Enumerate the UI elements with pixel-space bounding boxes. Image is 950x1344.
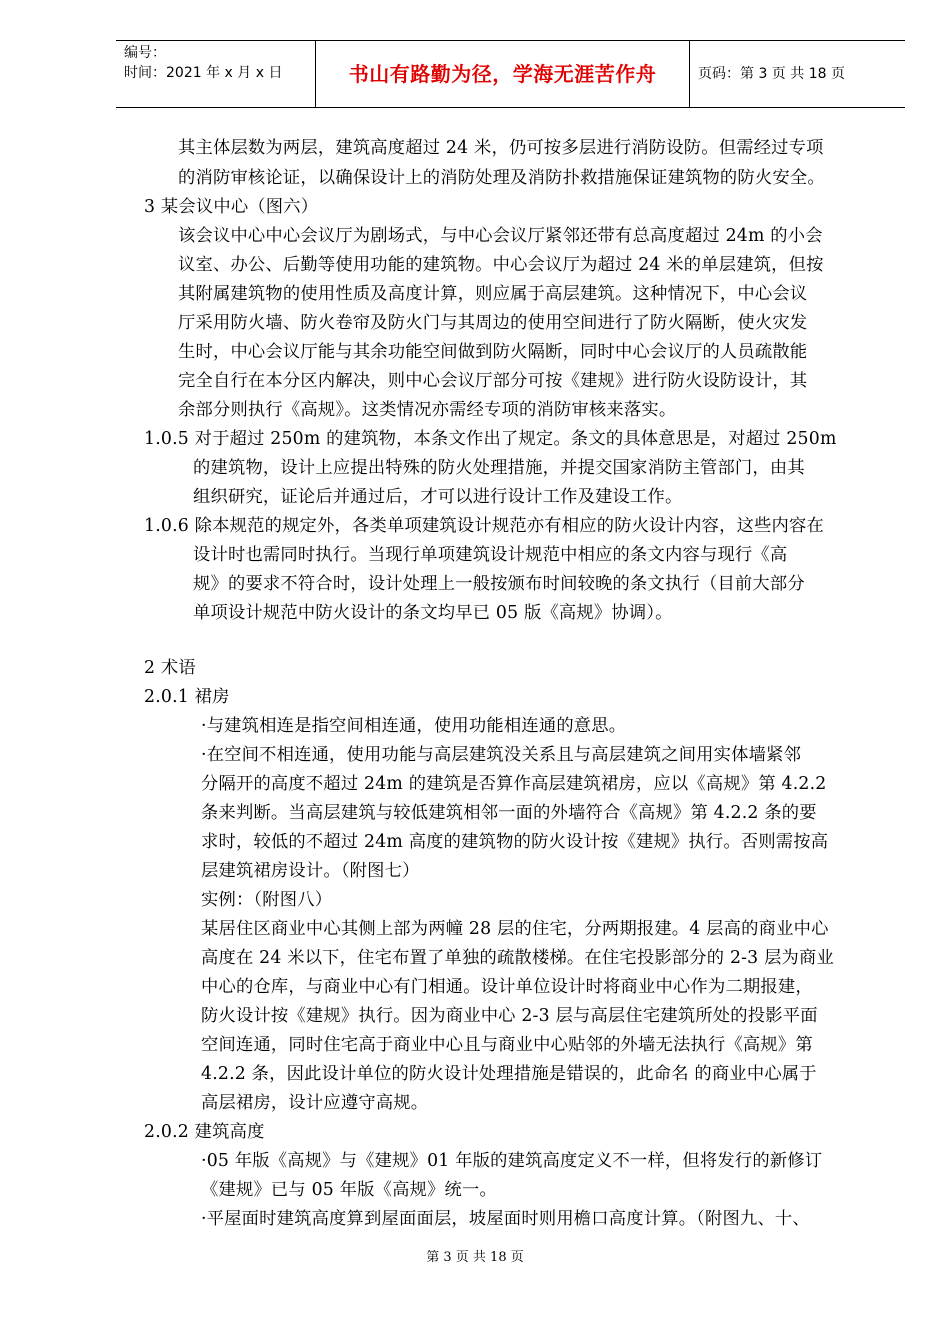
header-motto-cell — [316, 41, 690, 107]
clause-1-0-6: 1.0.6 除本规范的规定外，各类单项建筑设计规范亦有相应的防火设计内容，这些内容在 — [144, 516, 824, 536]
document-time-label: 时间：2021 年 x 月 x 日 — [124, 65, 283, 81]
header-page-cell — [690, 41, 905, 107]
body-line: 单项设计规范中防火设计的条文均早已 05 版《高规》协调）。 — [193, 603, 673, 623]
bullet-line: ·05 年版《高规》与《建规》01 年版的建筑高度定义不一样，但将发行的新修订 — [201, 1151, 823, 1171]
body-line: 条来判断。当高层建筑与较低建筑相邻一面的外墙符合《高规》第 4.2.2 条的要 — [201, 803, 817, 823]
clause-1-0-5: 1.0.5 对于超过 250m 的建筑物，本条文作出了规定。条文的具体意思是，对超过 250m — [144, 429, 837, 449]
body-line: 分隔开的高度不超过 24m 的建筑是否算作高层建筑裙房，应以《高规》第 4.2.2 — [201, 774, 827, 794]
page-header — [116, 40, 905, 108]
section-heading: 3 某会议中心（图六） — [144, 197, 319, 217]
body-line: 空间连通，同时住宅高于商业中心且与商业中心贴邻的外墙无法执行《高规》第 — [201, 1035, 813, 1055]
body-line: 厅采用防火墙、防火卷帘及防火门与其周边的使用空间进行了防火隔断，使火灾发 — [178, 313, 808, 333]
body-line: 高度在 24 米以下，住宅布置了单独的疏散楼梯。在住宅投影部分的 2-3 层为商业 — [201, 948, 834, 968]
body-line: 该会议中心中心会议厅为剧场式，与中心会议厅紧邻还带有总高度超过 24m 的小会 — [178, 226, 823, 246]
body-line: 组织研究，证论后并通过后，才可以进行设计工作及建设工作。 — [193, 487, 683, 507]
body-line: 设计时也需同时执行。当现行单项建筑设计规范中相应的条文内容与现行《高 — [193, 545, 788, 565]
body-line: 的建筑物，设计上应提出特殊的防火处理措施，并提交国家消防主管部门，由其 — [193, 458, 805, 478]
body-line: 防火设计按《建规》执行。因为商业中心 2-3 层与高层住宅建筑所处的投影平面 — [201, 1006, 818, 1026]
body-line: 高层裙房，设计应遵守高规。 — [201, 1093, 429, 1113]
body-line: 的消防审核论证，以确保设计上的消防处理及消防扑救措施保证建筑物的防火安全。 — [178, 168, 825, 188]
page-footer: 第 3 页 共 18 页 — [426, 1250, 524, 1265]
term-heading: 2.0.2 建筑高度 — [144, 1122, 265, 1142]
header-motto: 书山有路勤为径，学海无涯苦作舟 — [348, 62, 657, 86]
body-line: 其主体层数为两层，建筑高度超过 24 米，仍可按多层进行消防设防。但需经过专项 — [178, 138, 824, 158]
body-line: 《建规》已与 05 年版《高规》统一。 — [201, 1180, 497, 1200]
body-line: 生时，中心会议厅能与其余功能空间做到防火隔断，同时中心会议厅的人员疏散能 — [178, 342, 808, 362]
body-line: 层建筑裙房设计。（附图七） — [201, 861, 420, 881]
header-meta-cell — [116, 41, 316, 107]
body-line: 某居住区商业中心其侧上部为两幢 28 层的住宅，分两期报建。4 层高的商业中心 — [201, 919, 829, 939]
document-number-label: 编号： — [124, 45, 166, 61]
term-heading: 2.0.1 裙房 — [144, 687, 230, 707]
body-line: 中心的仓库，与商业中心有门相通。设计单位设计时将商业中心作为二期报建， — [201, 977, 813, 997]
bullet-line: ·平屋面时建筑高度算到屋面面层，坡屋面时则用檐口高度计算。（附图九、十、 — [201, 1209, 810, 1229]
header-page-number: 页码：第 3 页 共 18 页 — [698, 66, 845, 82]
body-line: 余部分则执行《高规》。这类情况亦需经专项的消防审核来落实。 — [178, 400, 677, 420]
body-line: 4.2.2 条，因此设计单位的防火设计处理措施是错误的，此命名 的商业中心属于 — [201, 1064, 817, 1084]
body-line: 议室、办公、后勤等使用功能的建筑物。中心会议厅为超过 24 米的单层建筑，但按 — [178, 255, 824, 275]
body-line: 求时，较低的不超过 24m 高度的建筑物的防火设计按《建规》执行。否则需按高 — [201, 832, 829, 852]
body-line: 规》的要求不符合时，设计处理上一般按颁布时间较晚的条文执行（目前大部分 — [193, 574, 805, 594]
bullet-line: ·在空间不相连通，使用功能与高层建筑没关系且与高层建筑之间用实体墙紧邻 — [201, 745, 802, 765]
body-line: 其附属建筑物的使用性质及高度计算，则应属于高层建筑。这种情况下，中心会议 — [178, 284, 808, 304]
example-heading: 实例：（附图八） — [201, 890, 333, 910]
bullet-line: ·与建筑相连是指空间相连通，使用功能相连通的意思。 — [201, 716, 627, 736]
body-line: 完全自行在本分区内解决，则中心会议厅部分可按《建规》进行防火设防设计，其 — [178, 371, 808, 391]
section-heading: 2 术语 — [144, 658, 196, 678]
